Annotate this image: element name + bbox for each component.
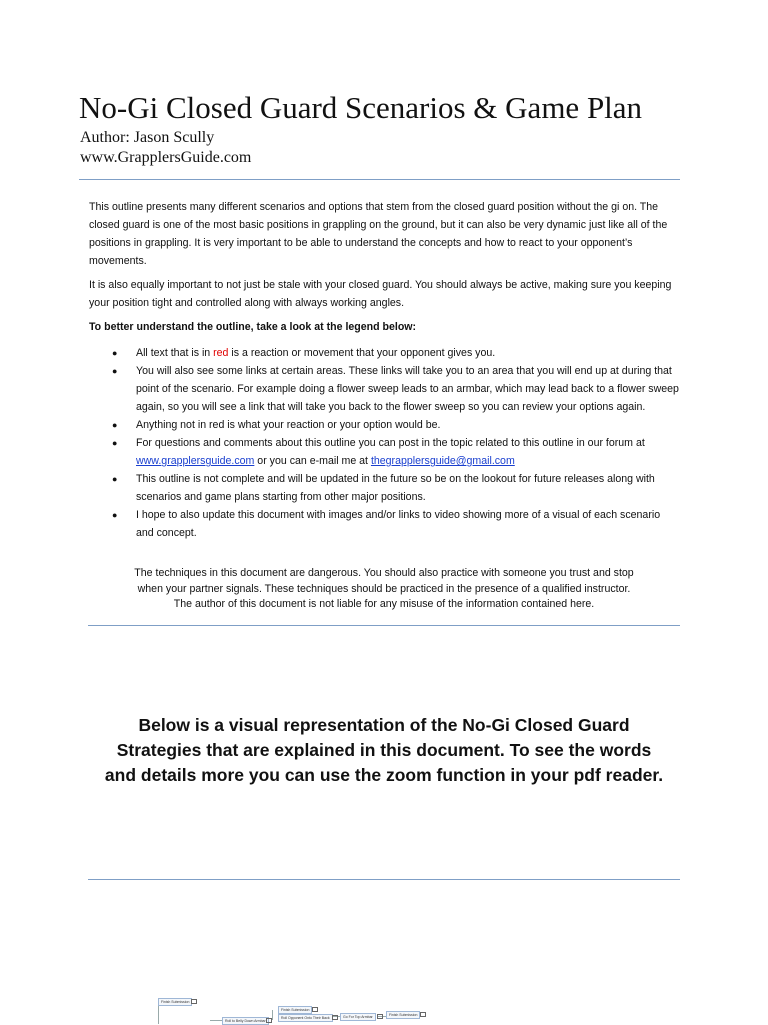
disclaimer-line: The techniques in this document are dangerous. You should also practice with someone you trust and stop [134, 567, 634, 579]
email-link[interactable]: thegrapplersguide@gmail.com [370, 455, 515, 467]
legend-item [110, 362, 680, 416]
section-divider [88, 625, 680, 626]
document-author: Author: Jason Scully [80, 129, 215, 146]
disclaimer-line: The author of this document is not liable for any misuse of the information contained here. [173, 598, 595, 610]
intro-paragraph-1: This outline presents many different scenarios and options that stem from the closed guard position without the gi on. The closed guard is one of the most basic positions in grappling on the ground, but it can also be very dynamic just like all of the positions in grappling. It is very important to be able to understand the concepts and how to react to your opponent’s movements. [89, 201, 668, 267]
legend-heading: To better understand the outline, take a look at the legend below: [89, 321, 417, 333]
mind-map-connector [210, 1020, 222, 1021]
legend-text: For questions and comments about this outline you can post in the topic related to this outline in our forum at [136, 437, 645, 449]
legend-red-word: red [213, 347, 229, 359]
bullet-icon: ● [112, 474, 118, 484]
legend-text: I hope to also update this document with images and/or links to video showing more of a visual of each scenario and concept. [136, 509, 661, 539]
link-icon[interactable] [266, 1018, 272, 1023]
header-divider [79, 179, 680, 180]
legend-text: is a reaction or movement that your opponent gives you. [228, 347, 496, 359]
legend-item [110, 506, 680, 542]
bullet-icon: ● [112, 420, 118, 430]
legend-item [110, 470, 680, 506]
mind-map-node: Finish Submission [158, 998, 192, 1006]
bullet-icon: ● [112, 366, 118, 376]
mind-map-node: Roll Opponent Onto Their Back [278, 1014, 333, 1022]
legend-text: Anything not in red is what your reaction or your option would be. [136, 419, 441, 431]
visual-note-line: Below is a visual representation of the No-Gi Closed Guard [138, 715, 630, 735]
mind-map-connector [158, 1005, 159, 1024]
bullet-icon: ● [112, 438, 118, 448]
intro-paragraph-2: It is also equally important to not just be stale with your closed guard. You should always be active, making sure you keeping your position tight and controlled along with always working angles. [89, 279, 672, 309]
visual-note-line: and details more you can use the zoom function in your pdf reader. [104, 765, 664, 785]
legend-list [110, 344, 680, 542]
mind-map-node: Roll to Belly Down Armbar [222, 1017, 269, 1025]
link-icon[interactable] [332, 1015, 338, 1020]
bullet-icon: ● [112, 510, 118, 520]
document-website: www.GrapplersGuide.com [80, 149, 252, 166]
forum-link[interactable]: www.grapplersguide.com [136, 455, 255, 467]
visual-note-line: Strategies that are explained in this document. To see the words [116, 740, 652, 760]
link-icon[interactable] [312, 1007, 318, 1012]
legend-item [110, 434, 680, 470]
legend-item [110, 416, 680, 434]
link-icon[interactable] [377, 1014, 383, 1019]
section-divider [88, 879, 680, 880]
legend-text: All text that is in [136, 347, 214, 359]
mind-map-preview [150, 990, 450, 1024]
disclaimer [88, 566, 680, 613]
link-icon[interactable] [420, 1012, 426, 1017]
mind-map-node: Finish Submission [278, 1006, 312, 1014]
legend-item [110, 344, 680, 362]
legend-text: You will also see some links at certain areas. These links will take you to an area that you will end up at during that point of the scenario. For example doing a flower sweep leads to an armbar, which may lead back to a flower sweep again, so you will see a link that will take you back to the flower sweep so you can review your options again. [136, 365, 679, 413]
legend-text: or you can e-mail me at [254, 455, 371, 467]
link-icon[interactable] [191, 999, 197, 1004]
disclaimer-line: when your partner signals. These techniques should be practiced in the presence of a qualified instructor. [137, 582, 631, 595]
mind-map-node: Finish Submission [386, 1011, 420, 1019]
mind-map-connector [272, 1010, 273, 1020]
bullet-icon: ● [112, 348, 118, 358]
visual-representation-note [84, 713, 684, 788]
legend-text: This outline is not complete and will be updated in the future so be on the lookout for future releases along with scenarios and game plans starting from other major positions. [136, 473, 655, 503]
document-title: No-Gi Closed Guard Scenarios & Game Plan [79, 90, 643, 125]
mind-map-node: Go For Top Armbar [340, 1013, 376, 1021]
